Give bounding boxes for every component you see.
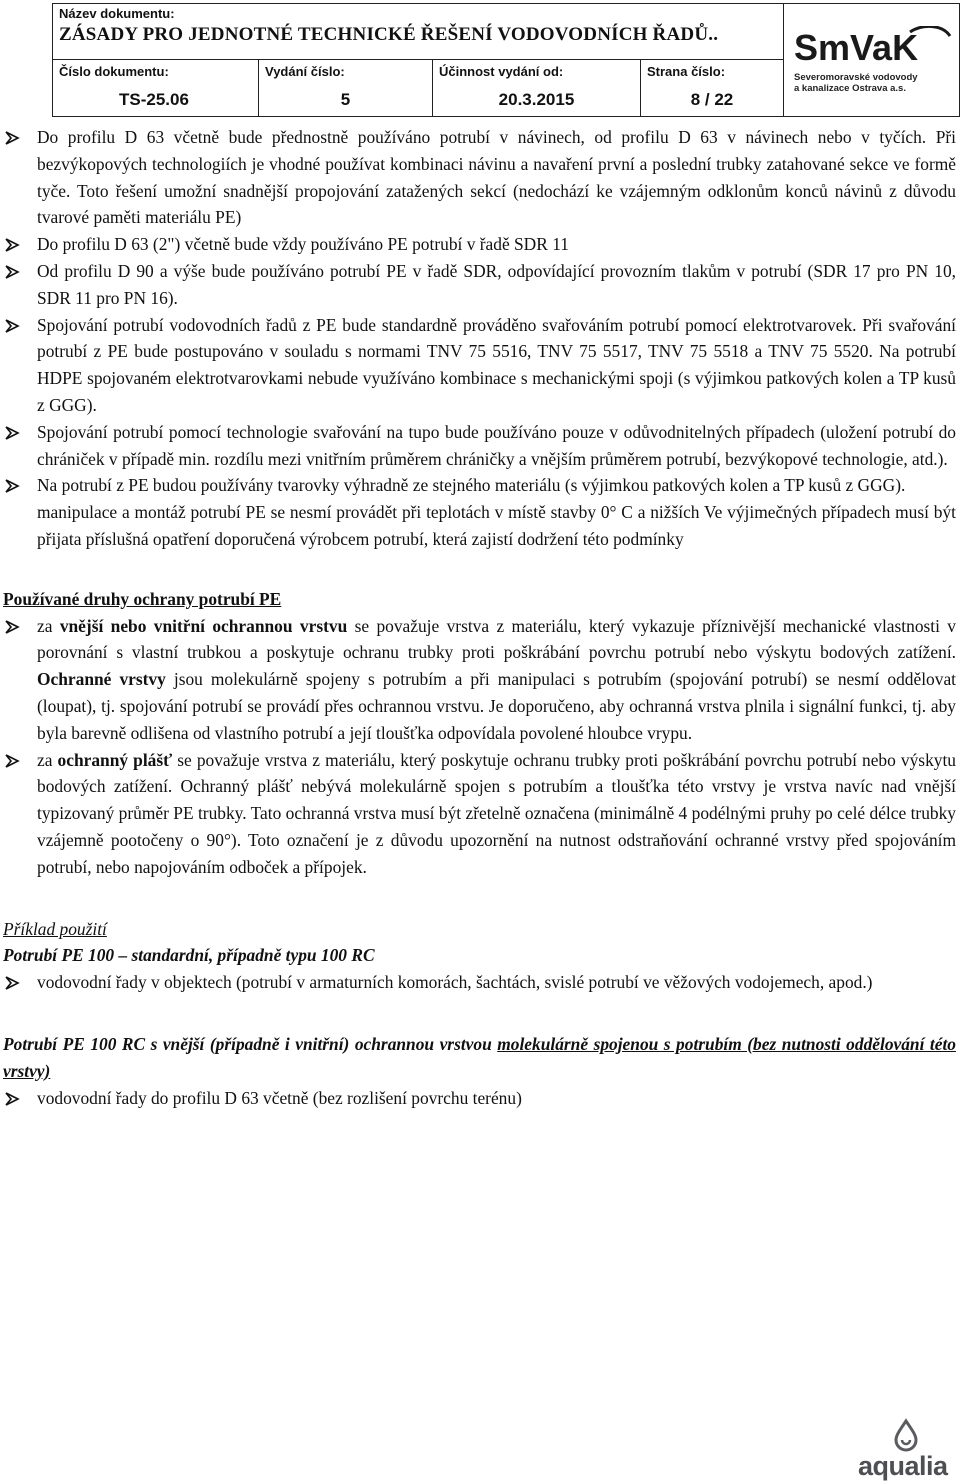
- effective-date: 20.3.2015: [498, 90, 575, 109]
- protection-item1-suffix: jsou molekulárně spojeny s potrubím a při manipulaci s potrubím (spojování potrubí) se nesmí oddělovat (loupat), tj. spojování potrubí se provádí přes ochrannou vrstvu. Je doporučeno, aby ochranná vrstva plnila i signální funkci, tj. aby byla barevně odlišena od vlastního potrubí a její tloušťka odpovídala povolené hloubce vrypu.: [37, 669, 956, 743]
- aqualia-logo-text: aqualia: [858, 1451, 948, 1481]
- arrowhead-bullet-icon: [3, 124, 25, 150]
- doc-name-label: Název dokumentu:: [59, 6, 175, 21]
- list-item: [0, 258, 960, 312]
- list-item-text: Do profilu D 63 (2") včetně bude vždy používáno PE potrubí v řadě SDR 11: [37, 234, 569, 255]
- effective-cell: [433, 60, 641, 116]
- section-heading: Používané druhy ochrany potrubí PE: [3, 588, 282, 609]
- list-item-text: Na potrubí z PE budou používány tvarovky výhradně ze stejného materiálu (s výjimkou patkových kolen a TP kusů z GGG).: [37, 475, 906, 496]
- list-item: [0, 472, 960, 499]
- list-item: [0, 1085, 960, 1112]
- list-item: [0, 969, 960, 996]
- arrowhead-bullet-icon: [3, 419, 25, 445]
- header-info-table: [52, 3, 784, 117]
- smvak-logo-icon: [792, 26, 952, 66]
- smvak-logo: [784, 3, 960, 117]
- issue-number: 5: [340, 90, 351, 109]
- protection-item2-suffix: se považuje vrstva z materiálu, který poskytuje ochranu trubky proti poškrábání povrchu potrubí nebo výskytu bodových zatížení. Ochranný plášť nebývá molekulárně spojen s potrubím a tloušťka této vrstvy je vrstva navíc nad vnější typizovaný průměr PE trubky. Tato ochranná vrstva musí být zřetelně označena (minimálně 4 podélnými pruhy po celé délce trubky vzájemně pootočeny o 90°). Toto označení je z důvodu upozornění na nutnost odstraňování ochranné vrstvy před spojováním potrubí, nebo napojováním odboček a přípojek.: [37, 749, 956, 877]
- example-title: Příklad použití: [3, 918, 107, 939]
- smvak-logo-lettering: SmVaK: [794, 27, 919, 66]
- list-item: [0, 747, 960, 881]
- pipe2-title-underlined: molekulárně spojenou s potrubím (bez nutnosti oddělování této vrstvy): [3, 1033, 956, 1081]
- doc-number-cell: [53, 60, 259, 116]
- list-item-text: vodovodní řady v objektech (potrubí v armaturních komorách, šachtách, svislé potrubí ve věžových vodojemech, apod.): [37, 972, 873, 993]
- pipe1-title: Potrubí PE 100 – standardní, případně typu 100 RC: [3, 945, 375, 966]
- list-item: [0, 613, 960, 747]
- manipulation-paragraph: manipulace a montáž potrubí PE se nesmí provádět při teplotách v místě stavby 0° C a nižších Ve výjimečných případech musí být přijata příslušná opatření doporučená výrobcem potrubí, která zajistí dodržení této podmínky: [37, 502, 956, 549]
- arrowhead-bullet-icon: [3, 613, 25, 639]
- list-item-text: Do profilu D 63 včetně bude přednostně používáno potrubí v návinech, od profilu D 63 v návinech nebo v tyčích. Při bezvýkopových technologiích je vhodné používat kombinaci návinu a navaření první a poslední trubky zatahované sekce ve formě tyče. Toto řešení umožní snadnější propojování zatažených sekcí (nedochází ke vzájemným odklonům konců návinů z důvodu tvarové paměti materiálu PE): [37, 127, 956, 228]
- smvak-logo-subtitle: [794, 72, 918, 94]
- protection-item1-middle: se považuje vrstva z materiálu, který vykazuje příznivější mechanické vlastnosti v porovnání s vlastní trubkou a poskytuje ochranu trubky proti poškrábání povrchu potrubí nebo výskytu bodových zatížení.: [37, 615, 957, 663]
- arrowhead-bullet-icon: [3, 231, 25, 257]
- issue-label: Vydání číslo:: [265, 64, 345, 79]
- protection-item1-term2: Ochranné vrstvy: [37, 669, 166, 690]
- smvak-logo-line2: a kanalizace Ostrava a.s.: [794, 83, 906, 94]
- arrowhead-bullet-icon: [3, 747, 25, 773]
- document-header: [52, 3, 960, 117]
- page-label: Strana číslo:: [647, 64, 726, 79]
- pipe2-title-main: Potrubí PE 100 RC s vnější (případně i vnitřní) ochrannou vrstvou: [3, 1033, 498, 1054]
- protection-item2-prefix: za: [37, 749, 58, 770]
- page-number: 8 / 22: [690, 90, 734, 109]
- smvak-logo-line1: Severomoravské vodovody: [794, 72, 918, 83]
- list-item-text: vodovodní řady do profilu D 63 včetně (bez rozlišení povrchu terénu): [37, 1087, 522, 1108]
- arrowhead-bullet-icon: [3, 969, 25, 995]
- aqualia-logo: [844, 1418, 954, 1482]
- list-item: [0, 231, 960, 258]
- list-item: [0, 124, 960, 231]
- doc-title: ZÁSADY PRO JEDNOTNÉ TECHNICKÉ ŘEŠENÍ VODOVODNÍCH ŘADŮ..: [59, 24, 719, 45]
- doc-number-label: Číslo dokumentu:: [59, 64, 169, 79]
- list-item: [0, 419, 960, 473]
- protection-item2-term: ochranný plášť: [57, 749, 173, 770]
- document-body: [0, 124, 960, 1111]
- header-title-row: [53, 4, 783, 60]
- protection-item1-term: vnější nebo vnitřní ochrannou vrstvu: [59, 615, 348, 636]
- pipe2-title: [0, 1031, 960, 1085]
- header-meta-row: [53, 60, 783, 116]
- aqualia-drop-icon: [844, 1418, 954, 1452]
- arrowhead-bullet-icon: [3, 312, 25, 338]
- page-cell: [641, 60, 783, 116]
- list-item: [0, 312, 960, 419]
- arrowhead-bullet-icon: [3, 472, 25, 498]
- effective-label: Účinnost vydání od:: [439, 64, 564, 79]
- arrowhead-bullet-icon: [3, 258, 25, 284]
- issue-cell: [259, 60, 433, 116]
- arrowhead-bullet-icon: [3, 1085, 25, 1111]
- list-item-text: Spojování potrubí pomocí technologie svařování na tupo bude používáno pouze v odůvodnitelných případech (uložení potrubí do chrániček v případě min. rozdílu mezi vnitřním průměrem chráničky a vnějším průměrem potrubí, bezvýkopové technologie, atd.).: [37, 421, 956, 469]
- list-item-text: Od profilu D 90 a výše bude používáno potrubí PE v řadě SDR, odpovídající provozním tlakům v potrubí (SDR 17 pro PN 10, SDR 11 pro PN 16).: [37, 260, 956, 308]
- list-item-text: Spojování potrubí vodovodních řadů z PE bude standardně prováděno svařováním potrubí pomocí elektrotvarovek. Při svařování potrubí z PE bude postupováno v souladu s normami TNV 75 5516, TNV 75 5517, TNV 75 5518 a TNV 75 5520. Na potrubí HDPE spojovaném elektrotvarovkami nebude využíváno kombinace s mechanickými spoji (s výjimkou patkových kolen a TP kusů z GGG).: [37, 314, 956, 415]
- protection-item1-prefix: za: [37, 615, 60, 636]
- doc-number: TS-25.06: [119, 90, 189, 109]
